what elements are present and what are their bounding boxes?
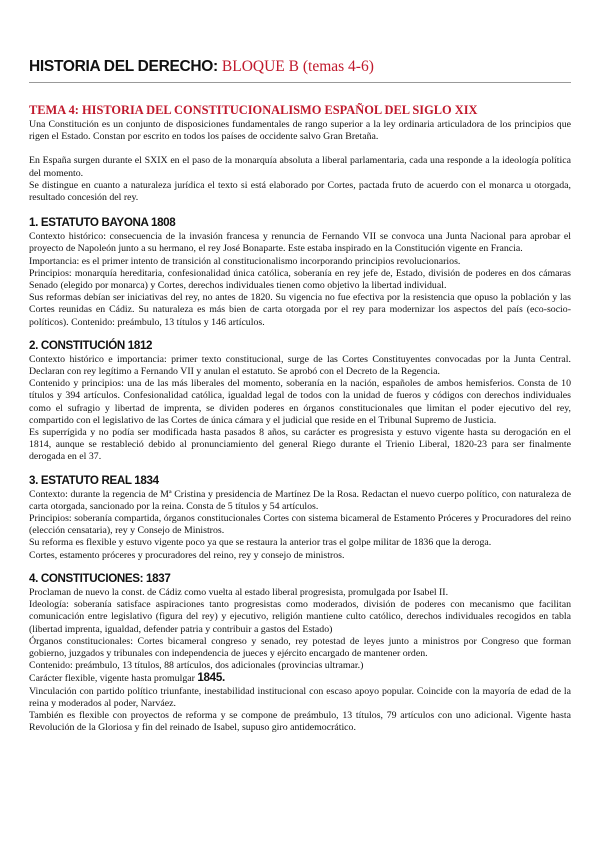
- real1834-paragraph-4: Cortes, estamento próceres y procuradores del reino, rey y consejo de ministros.: [29, 549, 345, 561]
- paragraph-gap: [29, 143, 571, 155]
- c1837-paragraph-7: También es flexible con proyectos de reforma y se compone de preámbulo, 13 títulos, 79 artículos con uno adicional. Vigente hasta Revolución de la Gloriosa y fin del reinado de Isabel, supuso giro antidemocrático.: [29, 709, 571, 734]
- document-page: [29, 58, 571, 734]
- real1834-paragraph-1: Contexto: durante la regencia de Mª Cristina y presidencia de Martínez De la Rosa. Redactan el nuevo cuerpo político, con naturaleza de carta otorgada, sancionado por la reina. Consta de 5 títulos y 54 artículos.: [29, 488, 571, 512]
- c1837-year-1845: 1845.: [197, 671, 225, 685]
- c1812-paragraph-2: Contenido y principios: una de las más liberales del momento, soberanía en la nación, españoles de ambos hemisferios. Consta de 10 títulos y 394 artículos. Confesionalidad católica, igualdad legal de todos con la unidad de fueros y códigos con derechos individuales como el sufragio y libertad de imprenta, se dividen poderes en órganos constitucionales que limitan el poder ejecutivo del rey, compartido con el legislativo de las Cortes de única cámara y el judicial que reside en el Tribunal Supremo de Justicia.: [29, 378, 571, 426]
- c1812-paragraph-3: Es superrígida y no podía ser modificada hasta pasados 8 años, su carácter es progresista y estuvo vigente hasta su derogación en el 1814, aunque se restableció debido al pronunciamiento del general Riego durante el Trienio Liberal, 1820-23 para ser finalmente derogada en el 37.: [29, 427, 571, 463]
- c1837-paragraph-2: Ideología: soberanía satisface aspiraciones tanto progresistas como moderados, división de poderes con mecanismo que facilitan comunicación entre legislativo (figura del rey) y ejecutivo, religión mantiene culto católico, derechos individuales recogidos en tabla (libertad imprenta, igualdad, defender patria y contribuir a gastos del Estado): [29, 599, 571, 635]
- intro-paragraph-3: Se distingue en cuanto a naturaleza jurídica el texto si está elaborado por Cortes, pactada fruto de acuerdo con el monarca u otorgada, resultado concesión del rey.: [29, 179, 571, 204]
- intro-paragraph-2: En España surgen durante el SXIX en el paso de la monarquía absoluta a liberal parlamentaria, cada una responde a la ideología política del momento.: [29, 155, 571, 179]
- bayona-paragraph-3: Principios: monarquía hereditaria, confesionalidad única católica, soberanía en rey jefe de, Estado, división de poderes en dos cámaras Senado (elegido por monarca) y Cortes, derechos individuales tienen como objetivo la libertad individual.: [29, 267, 571, 292]
- c1837-paragraph-1: Proclaman de nuevo la const. de Cádiz como vuelta al estado liberal progresista, promulgada por Isabel II.: [29, 586, 449, 598]
- header-block: BLOQUE B (temas 4-6): [221, 58, 374, 75]
- real1834-paragraph-3: Su reforma es flexible y estuvo vigente poco ya que se restaura la anterior tras el golpe militar de 1836 que la deroga.: [29, 537, 492, 549]
- c1837-flexible-lead: Carácter flexible, vigente hasta promulgar: [29, 673, 195, 685]
- section-heading-real-1834: 3. ESTATUTO REAL 1834: [29, 473, 159, 487]
- intro-paragraph-1: Una Constitución es un conjunto de disposiciones fundamentales de rango superior a la ley ordinaria articuladora de los principios que rigen el Estado. Constan por escrito en todos los países de occidente salvo Gran Bretaña.: [29, 119, 571, 143]
- section-heading-bayona: 1. ESTATUTO BAYONA 1808: [29, 216, 176, 230]
- bayona-paragraph-4: Sus reformas debían ser iniciativas del rey, no antes de 1820. Su vigencia no fue efectiva por la resistencia que opuso la población y las Cortes reunidas en Cádiz. Su naturaleza es más bien de carta otorgada por el rey para modernizar los aspectos del país (eco-socio-políticos). Contenido: preámbulo, 13 títulos y 146 artículos.: [29, 292, 571, 328]
- bayona-paragraph-1: Contexto histórico: consecuencia de la invasión francesa y renuncia de Fernando VII se convoca una Junta Nacional para aprobar el proyecto de Napoleón junto a su hermano, el rey José Bonaparte. Este estaba inspirado en la Constitución vigente en Francia.: [29, 231, 571, 255]
- section-heading-1812: 2. CONSTITUCIÓN 1812: [29, 338, 153, 352]
- document-header: [29, 58, 571, 83]
- header-subject: HISTORIA DEL DERECHO:: [29, 58, 218, 75]
- real1834-paragraph-2: Principios: soberanía compartida, órganos constitucionales Cortes con sistema bicameral de Estamento Próceres y Procuradores del reino (elección censataria), rey y Consejo de Ministros.: [29, 513, 571, 537]
- c1812-paragraph-1: Contexto histórico e importancia: primer texto constitucional, surge de las Cortes Constituyentes convocadas por la Junta Central. Declaran con rey legítimo a Fernando VII y anulan el estatuto. Se aprobó con el Decreto de la Regencia.: [29, 353, 571, 378]
- c1837-paragraph-4: Contenido: preámbulo, 13 títulos, 88 artículos, dos adicionales (provincias ultramar.): [29, 660, 364, 672]
- tema-title: TEMA 4: HISTORIA DEL CONSTITUCIONALISMO ESPAÑOL DEL SIGLO XIX: [29, 103, 478, 117]
- c1837-paragraph-3: Órganos constitucionales: Cortes bicameral congreso y senado, rey potestad de leyes junto a ministros por Congreso que forman gobierno, juzgados y tribunales con independencia de jueces y ejército encargado de mantener orden.: [29, 635, 571, 659]
- bayona-paragraph-2: Importancia: es el primer intento de transición al constitucionalismo incorporando principios revolucionarios.: [29, 255, 461, 267]
- c1837-paragraph-5: [29, 672, 571, 685]
- c1837-paragraph-6: Vinculación con partido político triunfante, inestabilidad institucional con escaso apoyo popular. Coincide con la mayoría de edad de la reina y moderados al poder, Narváez.: [29, 685, 571, 709]
- section-heading-1837: 4. CONSTITUCIONES: 1837: [29, 571, 171, 585]
